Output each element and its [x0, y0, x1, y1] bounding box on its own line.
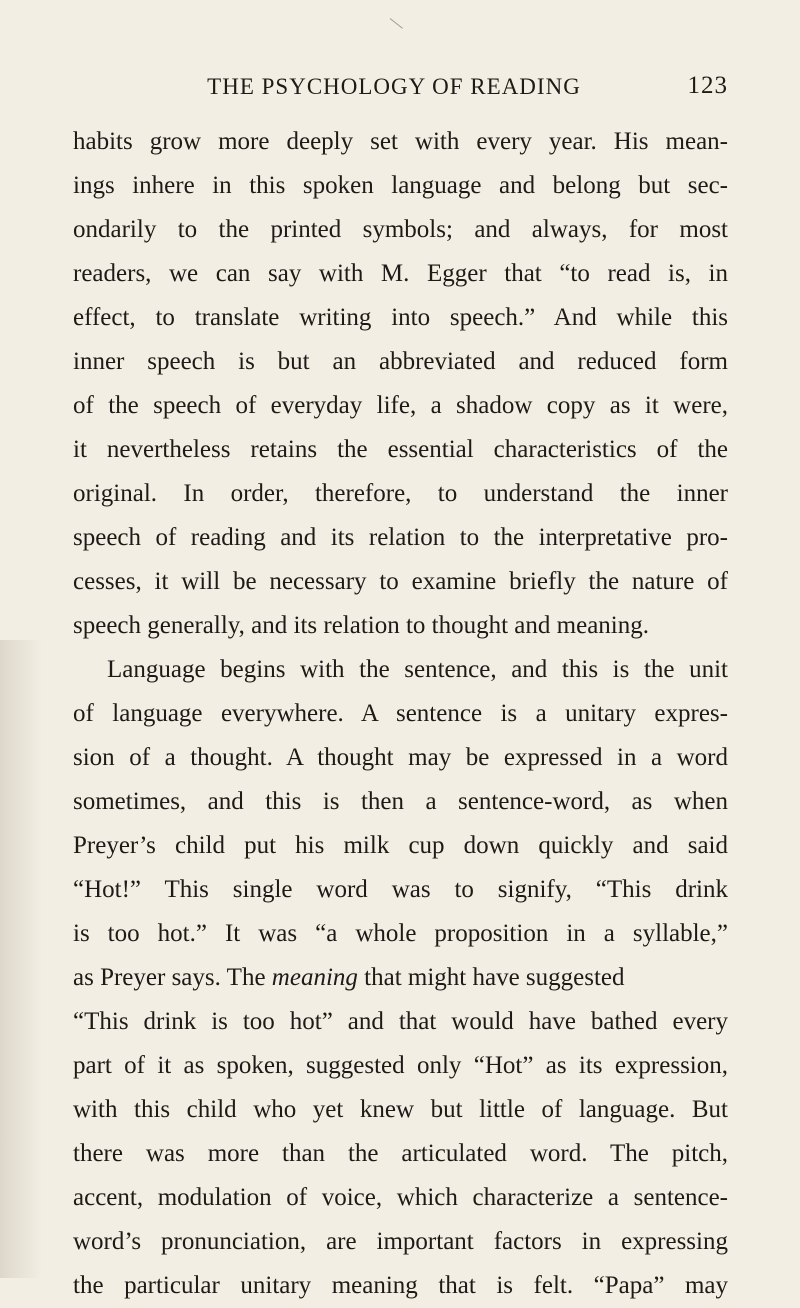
page-edge-shadow	[0, 640, 42, 1278]
text-line: readers, we can say with M. Egger that “to read is, in	[73, 260, 728, 287]
text-line: habits grow more deeply set with every year. His mean-	[73, 128, 728, 155]
text-line: ondarily to the printed symbols; and always, for most	[73, 216, 728, 243]
text-line: speech generally, and its relation to thought and meaning.	[73, 612, 649, 639]
running-head: THE PSYCHOLOGY OF READING	[207, 74, 581, 99]
text-line: with this child who yet knew but little of language. But	[73, 1096, 728, 1123]
text-line: original. In order, therefore, to understand the inner	[73, 480, 728, 507]
body-text	[73, 120, 728, 1308]
page-number: 123	[687, 72, 728, 99]
text-line: ings inhere in this spoken language and belong but sec-	[73, 172, 728, 199]
text-line: inner speech is but an abbreviated and reduced form	[73, 348, 728, 375]
text-line: part of it as spoken, suggested only “Hot” as its expression,	[73, 1052, 728, 1079]
text-line: effect, to translate writing into speech.” And while this	[73, 304, 728, 331]
text-segment: that might have suggested	[364, 964, 625, 991]
text-line: speech of reading and its relation to the interpretative pro-	[73, 524, 728, 551]
text-line: is too hot.” It was “a whole proposition in a syllable,”	[73, 920, 728, 947]
text-line: Preyer’s child put his milk cup down quickly and said	[73, 832, 728, 859]
text-line: word’s pronunciation, are important factors in expressing	[73, 1228, 728, 1255]
text-line: accent, modulation of voice, which characterize a sentence-	[73, 1184, 728, 1211]
text-line: there was more than the articulated word. The pitch,	[73, 1140, 728, 1167]
text-segment: as Preyer says. The	[73, 964, 266, 991]
text-line: “Hot!” This single word was to signify, “This drink	[73, 876, 728, 903]
scan-mark	[390, 18, 403, 29]
text-line: cesses, it will be necessary to examine briefly the nature of	[73, 568, 728, 595]
text-line: it nevertheless retains the essential characteristics of the	[73, 436, 728, 463]
text-line: sion of a thought. A thought may be expressed in a word	[73, 744, 728, 771]
text-line: of language everywhere. A sentence is a unitary expres-	[73, 700, 728, 727]
text-line: of the speech of everyday life, a shadow copy as it were,	[73, 392, 728, 419]
text-line: the particular unitary meaning that is felt. “Papa” may	[73, 1272, 728, 1299]
emphasized-word: meaning	[271, 964, 358, 991]
text-line: sometimes, and this is then a sentence-word, as when	[73, 788, 728, 815]
text-line: Language begins with the sentence, and this is the unit	[107, 656, 728, 683]
text-line: “This drink is too hot” and that would have bathed every	[73, 1008, 728, 1035]
text-line-with-emphasis	[73, 956, 728, 1000]
